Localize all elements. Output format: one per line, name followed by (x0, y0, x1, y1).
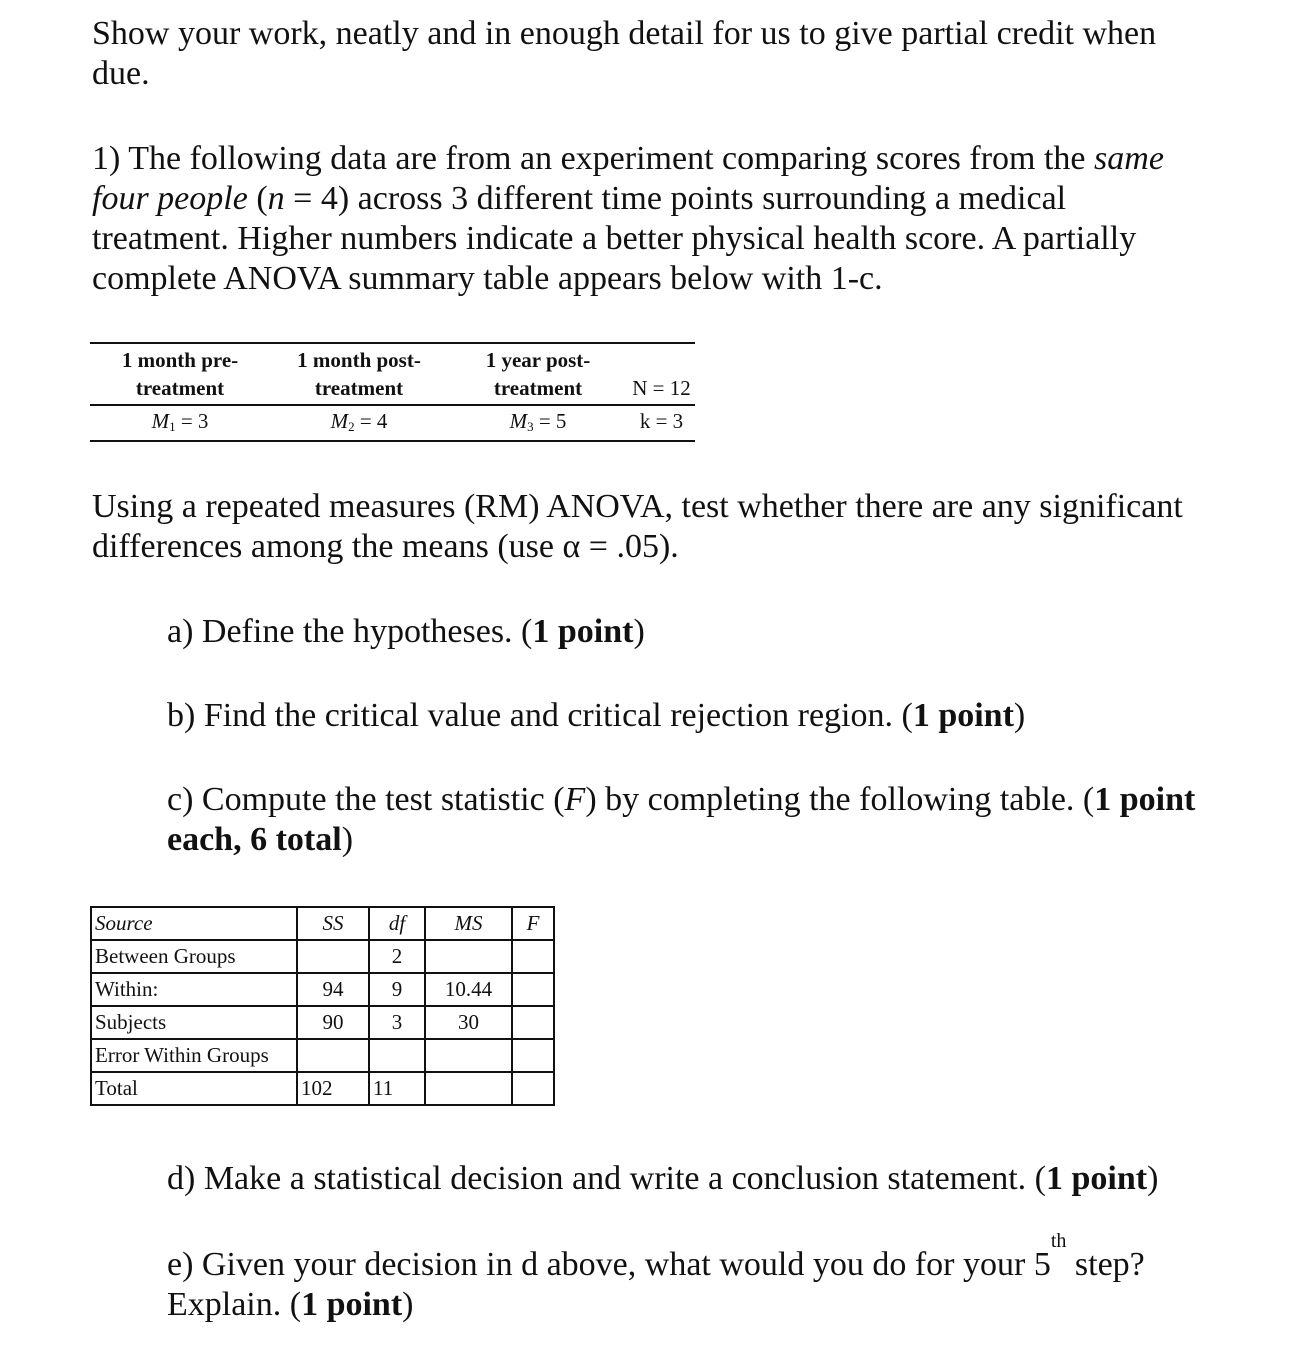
row-df: 3 (369, 1006, 425, 1039)
row-ms: 30 (425, 1006, 512, 1039)
part-b-points: 1 point (912, 697, 1014, 734)
row-f[interactable] (512, 1039, 554, 1072)
part-c-points: 1 point each, 6 total (167, 781, 1196, 858)
part-c-text1: c) Compute the test statistic ( (167, 781, 565, 818)
part-e (167, 1230, 1247, 1325)
row-ss: 94 (297, 973, 369, 1006)
part-e-close: ) (402, 1286, 414, 1323)
col3-header-line1: 1 year post- (485, 348, 591, 372)
part-c-close: ) (341, 821, 354, 858)
row-source: Within: (91, 973, 297, 1006)
part-d-points: 1 point (1046, 1160, 1148, 1197)
row-ss[interactable] (297, 1039, 369, 1072)
row-ms[interactable] (425, 1072, 512, 1105)
col1-header-line2: treatment (135, 376, 225, 400)
intro-instructions: Show your work, neatly and in enough detail for us to give partial credit when due. (92, 15, 1157, 92)
row-f[interactable] (512, 1072, 554, 1105)
row-source: Between Groups (91, 940, 297, 973)
header-source: Source (91, 907, 297, 940)
question-1-text (92, 139, 1202, 299)
q1-part2: ( (247, 180, 268, 217)
part-b-close: ) (1013, 697, 1026, 734)
part-d-close: ) (1147, 1160, 1159, 1197)
q1-part3: = 4) across 3 different time points surrounding a medical treatment. Higher numbers indicate a better physical health score. A partially complete ANOVA summary table appears below with 1-c. (92, 180, 1137, 297)
part-e-text1: e) Given your decision in d above, what would you do for your 5 (167, 1246, 1051, 1283)
part-e-superscript: th (1050, 1230, 1067, 1252)
part-c-text2: ) by completing the following table. ( (585, 781, 1095, 818)
row-ms[interactable] (425, 940, 512, 973)
part-a (167, 612, 1227, 652)
mean-3-value: 5 (555, 409, 567, 433)
table-row (91, 1072, 554, 1105)
part-a-close: ) (633, 613, 645, 650)
row-df: 2 (369, 940, 425, 973)
table-row (91, 973, 554, 1006)
mean-1-value: 3 (197, 409, 209, 433)
mean-2: $M_2 = 4$ (330, 409, 388, 434)
row-f[interactable] (512, 973, 554, 1006)
n-label: N = 12 (632, 376, 691, 400)
anova-summary-table (90, 906, 555, 1106)
part-c-var: F (564, 781, 586, 818)
col1-header-line1: 1 month pre- (121, 348, 239, 372)
means-bottom-rule (90, 440, 695, 442)
header-ss: SS (297, 907, 369, 940)
means-mid-rule (90, 404, 695, 406)
row-f[interactable] (512, 1006, 554, 1039)
mean-3: $M_3 = 5$ (509, 409, 567, 434)
row-ss[interactable] (297, 940, 369, 973)
mean-2-value: 4 (376, 409, 388, 433)
rm-anova-instruction: Using a repeated measures (RM) ANOVA, test whether there are any significant differences among the means (use α = .05). (92, 488, 1183, 565)
row-ms: 10.44 (425, 973, 512, 1006)
col2-header-line1: 1 month post- (297, 348, 421, 372)
part-d-text: d) Make a statistical decision and write a conclusion statement. ( (167, 1160, 1047, 1197)
row-source: Error Within Groups (91, 1039, 297, 1072)
table-row (91, 940, 554, 973)
row-ss: 102 (297, 1072, 369, 1105)
header-ms: MS (425, 907, 512, 940)
k-label: k = 3 (639, 409, 684, 433)
q1-emphasis: same four people (92, 140, 1164, 217)
col3-header-line2: treatment (493, 376, 583, 400)
header-df: df (369, 907, 425, 940)
col2-header-line2: treatment (314, 376, 404, 400)
q1-n-var: n (267, 180, 285, 217)
header-f: F (512, 907, 554, 940)
part-a-points: 1 point (532, 613, 634, 650)
table-row (91, 1006, 554, 1039)
part-c (167, 780, 1227, 860)
row-df: 9 (369, 973, 425, 1006)
row-ss: 90 (297, 1006, 369, 1039)
part-d (167, 1159, 1247, 1199)
part-b-text: b) Find the critical value and critical rejection region. ( (167, 697, 913, 734)
row-source: Subjects (91, 1006, 297, 1039)
mean-1: $M_1 = 3$ (151, 409, 209, 434)
row-df[interactable] (369, 1039, 425, 1072)
table-row (91, 1039, 554, 1072)
row-ms[interactable] (425, 1039, 512, 1072)
part-b (167, 696, 1227, 736)
row-df: 11 (369, 1072, 425, 1105)
anova-header-row (91, 907, 554, 940)
part-e-text2: step? Explain. ( (167, 1246, 1145, 1323)
q1-part1: 1) The following data are from an experiment comparing scores from the (92, 140, 1095, 177)
part-e-points: 1 point (301, 1286, 403, 1323)
part-a-text: a) Define the hypotheses. ( (167, 613, 533, 650)
row-source: Total (91, 1072, 297, 1105)
means-top-rule (90, 342, 695, 344)
row-f[interactable] (512, 940, 554, 973)
